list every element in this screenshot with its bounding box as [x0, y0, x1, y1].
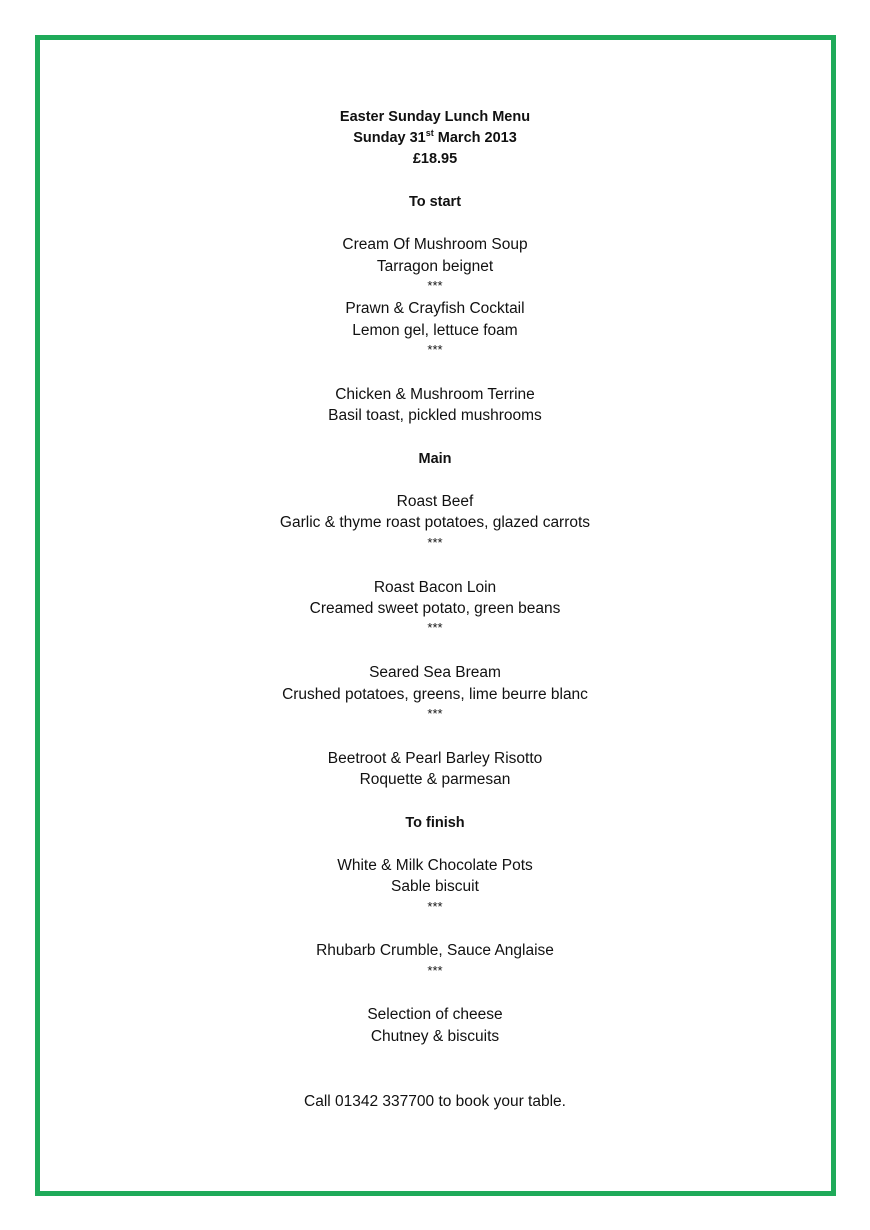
dish-name: Selection of cheese	[367, 1006, 503, 1023]
dish-name: White & Milk Chocolate Pots	[337, 857, 533, 874]
dish-description: Chutney & biscuits	[370, 1028, 500, 1045]
dish-name: Roast Beef	[396, 493, 474, 510]
dish-name: Roast Bacon Loin	[373, 579, 497, 596]
dish-description: Sable biscuit	[391, 878, 479, 895]
separator: ***	[427, 963, 443, 978]
menu-date	[0, 128, 870, 148]
menu-title: Easter Sunday Lunch Menu	[339, 109, 531, 125]
dish-description: Basil toast, pickled mushrooms	[328, 407, 542, 424]
separator: ***	[427, 706, 443, 721]
separator: ***	[427, 620, 443, 635]
dish-description: Lemon gel, lettuce foam	[352, 322, 518, 339]
dish-description: Creamed sweet potato, green beans	[309, 600, 561, 617]
separator: ***	[427, 278, 443, 293]
dish-name: Cream Of Mushroom Soup	[342, 236, 528, 253]
separator: ***	[427, 342, 443, 357]
dish-description: Tarragon beignet	[376, 258, 494, 275]
section-heading-main: Main	[418, 451, 452, 467]
separator: ***	[427, 899, 443, 914]
dish-description: Roquette & parmesan	[359, 771, 511, 788]
section-heading-start: To start	[408, 194, 462, 210]
separator: ***	[427, 535, 443, 550]
dish-description: Crushed potatoes, greens, lime beurre blanc	[282, 686, 588, 703]
section-heading-finish: To finish	[405, 815, 465, 831]
dish-description: Garlic & thyme roast potatoes, glazed carrots	[279, 514, 591, 531]
menu-price: £18.95	[412, 151, 458, 167]
menu-date-prefix: Sunday 31	[353, 130, 426, 146]
dish-name: Chicken & Mushroom Terrine	[335, 386, 535, 403]
menu-date-suffix: st	[425, 128, 434, 139]
booking-footer: Call 01342 337700 to book your table.	[304, 1093, 566, 1110]
dish-name: Seared Sea Bream	[369, 664, 501, 681]
dish-name: Beetroot & Pearl Barley Risotto	[327, 750, 543, 767]
dish-name: Rhubarb Crumble, Sauce Anglaise	[316, 942, 554, 959]
menu-date-rest: March 2013	[433, 130, 517, 146]
dish-name: Prawn & Crayfish Cocktail	[345, 300, 525, 317]
